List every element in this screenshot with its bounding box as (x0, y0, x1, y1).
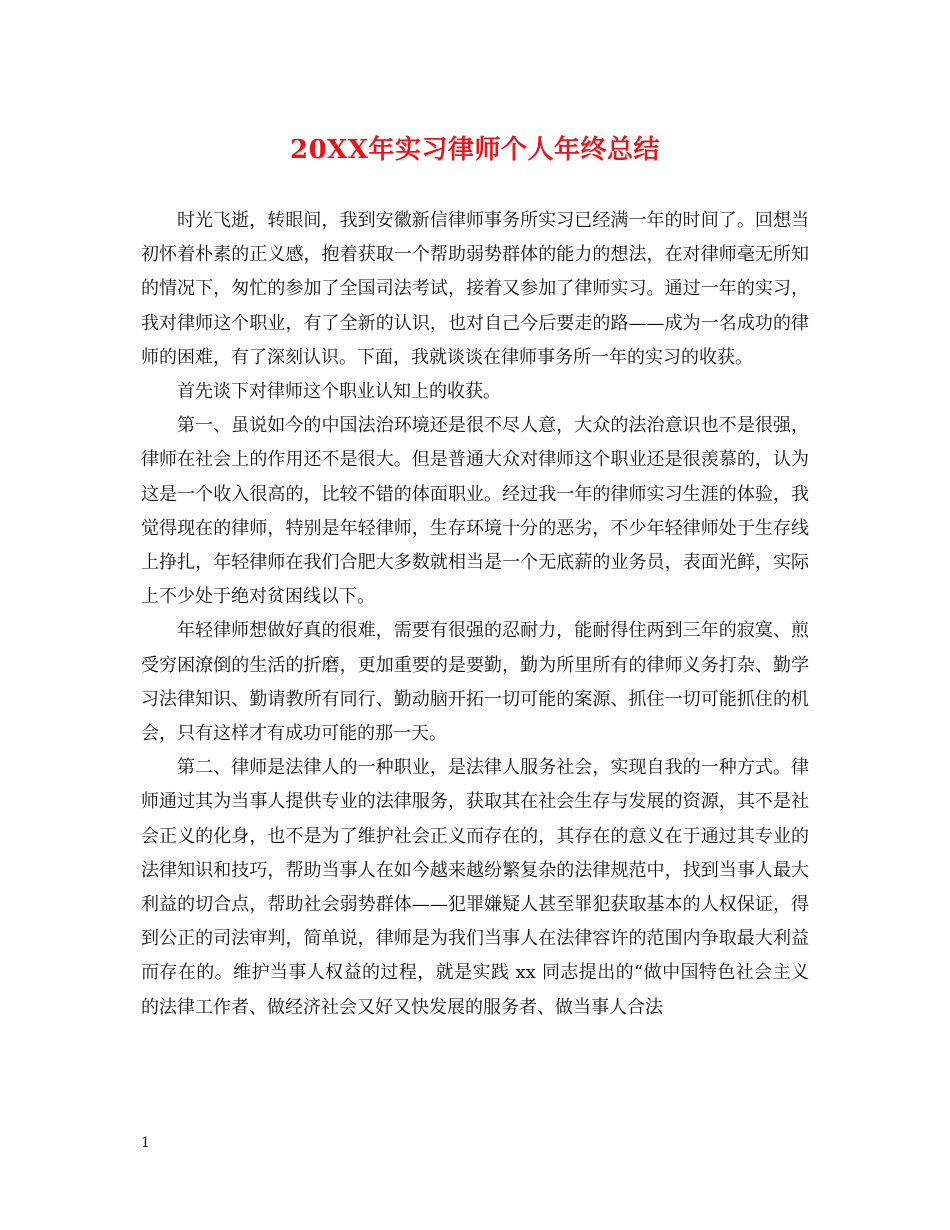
paragraph-heading-cognition: 首先谈下对律师这个职业认知上的收获。 (177, 381, 501, 403)
document-body (141, 204, 809, 1025)
paragraph-young-lawyers: 年轻律师想做好真的很难，需要有很强的忍耐力，能耐得住两到三年的寂寞、煎受穷困潦倒的生活的折磨，更加重要的是要勤，勤为所里所有的律师义务打杂、勤学习法律知识、勤请教所有同行、勤动脑开拓一切可能的案源、抓住一切可能抓住的机会，只有这样才有成功可能的那一天。 (141, 620, 809, 745)
paragraph-intro: 时光飞逝，转眼间，我到安徽新信律师事务所实习已经满一年的时间了。回想当初怀着朴素的正义感，抱着获取一个帮助弱势群体的能力的想法，在对律师毫无所知的情况下，匆忙的参加了全国司法考试，接着又参加了律师实习。通过一年的实习，我对律师这个职业，有了全新的认识，也对自己今后要走的路——成为一名成功的律师的困难，有了深刻认识。下面，我就谈谈在律师事务所一年的实习的收获。 (141, 210, 809, 368)
document-title: 20XX年实习律师个人年终总结 (289, 135, 661, 165)
paragraph-point-two: 第二、律师是法律人的一种职业，是法律人服务社会，实现自我的一种方式。律师通过其为当事人提供专业的法律服务，获取其在社会生存与发展的资源，其不是社会正义的化身，也不是为了维护社会正义而存在的，其存在的意义在于通过其专业的法律知识和技巧，帮助当事人在如今越来越纷繁复杂的法律规范中，找到当事人最大利益的切合点，帮助社会弱势群体——犯罪嫌疑人甚至罪犯获取基本的人权保证，得到公正的司法审判，简单说，律师是为我们当事人在法律容许的范围内争取最大利益而存在的。维护当事人权益的过程，就是实践 xx 同志提出的“做中国特色社会主义的法律工作者、做经济社会又好又快发展的服务者、做当事人合法 (141, 757, 809, 1018)
paragraph-point-one: 第一、虽说如今的中国法治环境还是很不尽人意，大众的法治意识也不是很强，律师在社会上的作用还不是很大。但是普通大众对律师这个职业还是很羡慕的，认为这是一个收入很高的，比较不错的体面职业。经过我一年的律师实习生涯的体验，我觉得现在的律师，特别是年轻律师，生存环境十分的恶劣，不少年轻律师处于生存线上挣扎，年轻律师在我们合肥大多数就相当是一个无底薪的业务员，表面光鲜，实际上不少处于绝对贫困线以下。 (141, 415, 809, 608)
page-number: 1 (141, 1135, 150, 1151)
